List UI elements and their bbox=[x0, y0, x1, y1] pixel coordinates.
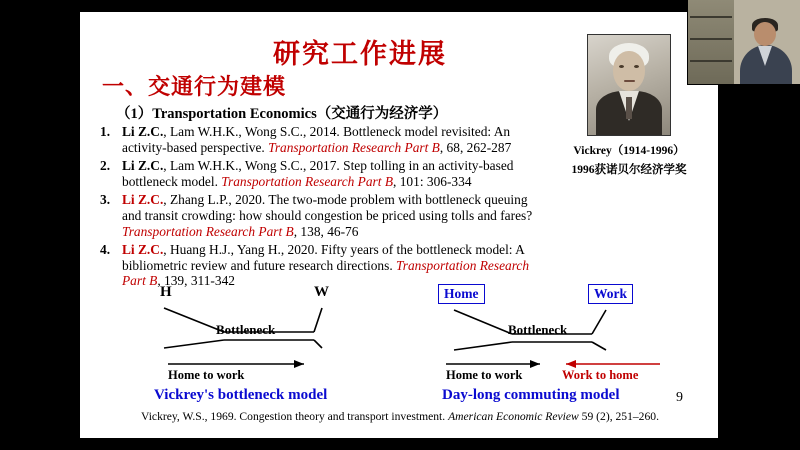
list-item-pages: , 68, 262-287 bbox=[439, 139, 512, 155]
node-destination-label: W bbox=[314, 284, 329, 300]
list-item-text: , Huang H.J., Yang H., 2020. Fifty years of the bottleneck model: A bibliometric review and future research directions. bbox=[122, 242, 525, 273]
diagram-model-name: Vickrey's bottleneck model bbox=[154, 387, 328, 403]
list-item-number: 1. bbox=[100, 124, 111, 139]
footnote-journal: American Economic Review bbox=[448, 410, 579, 423]
portrait-block bbox=[555, 34, 703, 177]
list-item-authors: Li Z.C. bbox=[122, 158, 164, 174]
list-item-number: 3. bbox=[100, 192, 111, 208]
list-item bbox=[100, 124, 550, 155]
diagram-caption-home-to-work: Home to work bbox=[168, 368, 245, 382]
page-title: 研究工作进展 bbox=[273, 39, 447, 69]
list-item-pages: , 138, 46-76 bbox=[293, 223, 359, 239]
footnote-prefix: Vickrey, W.S., 1969. Congestion theory and transport investment. bbox=[141, 410, 449, 423]
list-item-text: , Lam W.H.K., Wong S.C., 2014. Bottleneck model revisited: An activity-based perspective. bbox=[122, 124, 511, 155]
list-item-pages: , 101: 306-334 bbox=[393, 173, 472, 189]
shelf-line bbox=[690, 60, 732, 62]
vickrey-bottleneck-diagram bbox=[154, 284, 389, 404]
bottleneck-label: Bottleneck bbox=[216, 322, 276, 337]
list-item-authors: Li Z.C. bbox=[122, 124, 164, 139]
list-item-authors: Li Z.C. bbox=[122, 192, 164, 208]
presentation-slide bbox=[80, 12, 718, 438]
footnote-suffix: 59 (2), 251–260. bbox=[578, 410, 659, 423]
shelf-line bbox=[690, 16, 732, 18]
list-item-authors: Li Z.C. bbox=[122, 242, 164, 258]
list-item-pages: , 139, 311-342 bbox=[157, 273, 235, 289]
node-destination-label: Work bbox=[588, 284, 633, 304]
list-item bbox=[100, 242, 550, 289]
portrait-tie bbox=[626, 97, 632, 119]
list-item-text: , Zhang L.P., 2020. The two-mode problem with bottleneck queuing and transit crowding: how should congestion be priced using tolls and fares? bbox=[122, 192, 533, 223]
day-long-commuting-diagram bbox=[420, 284, 685, 404]
list-item-number: 4. bbox=[100, 242, 111, 258]
portrait-face bbox=[613, 51, 645, 91]
portrait-eye-right bbox=[634, 65, 639, 68]
list-item bbox=[100, 192, 550, 239]
shelf-line bbox=[690, 38, 732, 40]
bookshelf-background bbox=[688, 0, 734, 84]
list-item-text: , Lam W.H.K., Wong S.C., 2017. Step tolling in an activity-based bottleneck model. bbox=[122, 158, 514, 189]
portrait-caption-name: Vickrey（1914-1996） bbox=[573, 145, 685, 157]
bottleneck-label: Bottleneck bbox=[508, 322, 568, 337]
list-item-journal: Transportation Research Part B bbox=[122, 223, 294, 239]
list-item-journal: Transportation Research Part B bbox=[268, 139, 440, 155]
node-origin-label: Home bbox=[438, 284, 485, 304]
presenter-video-tile[interactable] bbox=[687, 0, 800, 85]
diagram-caption-work-to-home: Work to home bbox=[562, 368, 639, 382]
node-origin-label: H bbox=[160, 284, 172, 300]
diagram-caption-home-to-work: Home to work bbox=[446, 368, 523, 382]
presenter-head bbox=[754, 22, 776, 46]
diagram-area bbox=[80, 284, 718, 404]
portrait-eye-left bbox=[619, 65, 624, 68]
list-item-journal: Transportation Research Part B bbox=[122, 257, 530, 289]
reference-list bbox=[100, 124, 550, 292]
slide-number: 9 bbox=[676, 390, 683, 405]
list-item-number: 2. bbox=[100, 158, 111, 174]
portrait-caption-award: 1996获诺贝尔经济学奖 bbox=[571, 164, 687, 176]
subsection-heading: （1）Transportation Economics（交通行为经济学） bbox=[116, 106, 448, 122]
list-item bbox=[100, 158, 550, 189]
diagram-model-name: Day-long commuting model bbox=[442, 387, 620, 403]
list-item-journal: Transportation Research Part B bbox=[221, 173, 394, 189]
section-heading: 一、交通行为建模 bbox=[102, 74, 287, 99]
footnote bbox=[98, 410, 702, 423]
portrait-mouth bbox=[624, 80, 635, 82]
vickrey-portrait-image bbox=[587, 34, 671, 136]
